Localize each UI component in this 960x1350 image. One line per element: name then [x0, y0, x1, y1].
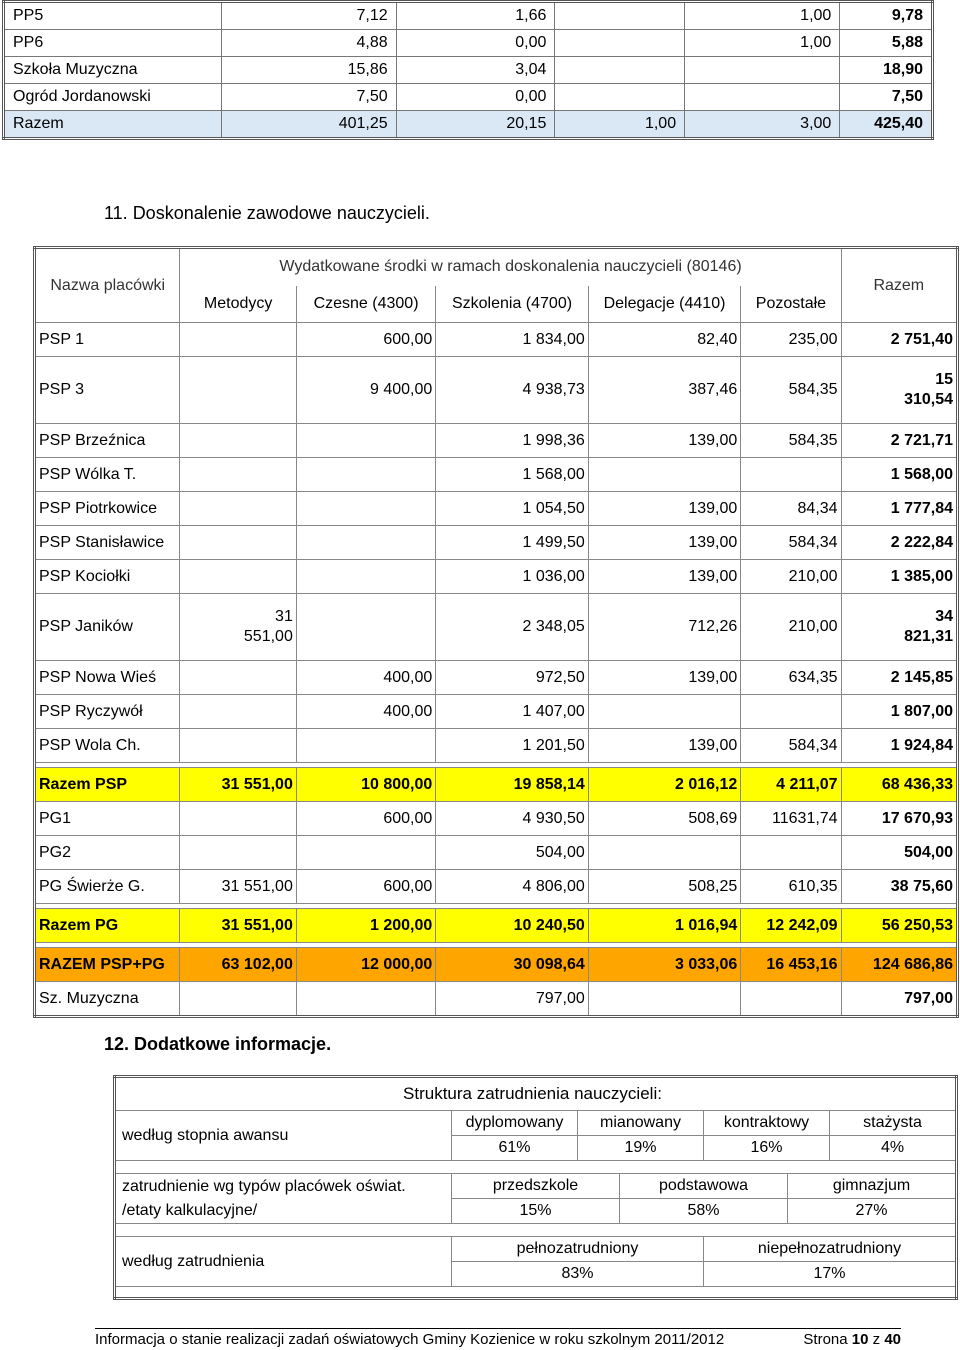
expense-value [180, 492, 296, 526]
expense-value: 797,00 [436, 982, 588, 1017]
expense-value: 19 858,14 [436, 768, 588, 802]
facility-name: PSP Kociołki [35, 560, 180, 594]
top-table-row [4, 57, 933, 84]
expense-value [180, 323, 296, 357]
page-number [803, 1331, 901, 1348]
expense-value: 584,35 [741, 357, 841, 424]
expense-value: 634,35 [741, 661, 841, 695]
top-cell-c1: 15,86 [221, 57, 396, 84]
facility-name: PSP 1 [35, 323, 180, 357]
expense-row [35, 729, 958, 763]
section-11-title: 11. Doskonalenie zawodowe nauczycieli. [104, 203, 430, 223]
expense-value: 600,00 [296, 323, 435, 357]
expense-value: 600,00 [296, 870, 435, 904]
header-col-pozostale: Pozostałe [741, 286, 841, 323]
expense-value [588, 982, 740, 1017]
header-col-metodycy: Metodycy [180, 286, 296, 323]
expense-value: 584,34 [741, 526, 841, 560]
expense-value: 400,00 [296, 661, 435, 695]
expense-value: 11631,74 [741, 802, 841, 836]
header-facility-name: Nazwa placówki [35, 248, 180, 323]
top-cell-c2: 0,00 [396, 84, 555, 111]
expense-value: 1 201,50 [436, 729, 588, 763]
expense-value: 508,69 [588, 802, 740, 836]
expense-value [180, 836, 296, 870]
expense-row [35, 492, 958, 526]
school-val-podstawowa: 58% [620, 1199, 788, 1224]
by-degree-label: według stopnia awansu [115, 1111, 452, 1161]
top-cell-c4: 1,00 [685, 2, 840, 30]
row-total: 124 686,86 [841, 948, 957, 982]
expense-row [35, 458, 958, 492]
expense-value-text: 31 551,00 [243, 608, 293, 645]
expense-value: 3 033,06 [588, 948, 740, 982]
expense-value: 4 806,00 [436, 870, 588, 904]
top-cell-name: PP6 [4, 30, 222, 57]
emp-col-full: pełnozatrudniony [452, 1237, 704, 1262]
expense-row [35, 661, 958, 695]
expense-value: 504,00 [436, 836, 588, 870]
top-cell-c1: 401,25 [221, 111, 396, 139]
expense-value [180, 594, 296, 661]
expense-value [180, 424, 296, 458]
top-table-row [4, 111, 933, 139]
expense-value: 1 407,00 [436, 695, 588, 729]
row-total: 38 75,60 [841, 870, 957, 904]
expense-value: 235,00 [741, 323, 841, 357]
facility-name: PSP Wólka T. [35, 458, 180, 492]
expense-row [35, 560, 958, 594]
emp-val-part: 17% [704, 1262, 957, 1287]
top-summary-table [2, 0, 934, 140]
expense-value [741, 836, 841, 870]
employment-structure-table [113, 1075, 958, 1300]
expense-value: 387,46 [588, 357, 740, 424]
expense-value: 600,00 [296, 802, 435, 836]
school-col-podstawowa: podstawowa [620, 1174, 788, 1199]
top-cell-c2: 20,15 [396, 111, 555, 139]
expense-value: 31 551,00 [180, 768, 296, 802]
top-cell-c1: 4,88 [221, 30, 396, 57]
header-col-czesne: Czesne (4300) [296, 286, 435, 323]
facility-name: RAZEM PSP+PG [35, 948, 180, 982]
top-cell-c3: 1,00 [555, 111, 685, 139]
expense-value: 2 016,12 [588, 768, 740, 802]
expense-value [741, 982, 841, 1017]
top-cell-c3 [555, 30, 685, 57]
expense-value: 30 098,64 [436, 948, 588, 982]
expense-value [180, 695, 296, 729]
top-cell-c3 [555, 84, 685, 111]
expense-value: 610,35 [741, 870, 841, 904]
degree-val-dyplomowany: 61% [452, 1136, 578, 1161]
facility-name: PSP Janików [35, 594, 180, 661]
expense-value [180, 729, 296, 763]
top-cell-c1: 7,12 [221, 2, 396, 30]
row-total: 17 670,93 [841, 802, 957, 836]
expense-value: 1 834,00 [436, 323, 588, 357]
expense-value [180, 560, 296, 594]
facility-name: Razem PG [35, 909, 180, 943]
expense-value: 31 551,00 [180, 870, 296, 904]
degree-col-kontraktowy: kontraktowy [704, 1111, 830, 1136]
facility-name: PG2 [35, 836, 180, 870]
expense-value: 10 800,00 [296, 768, 435, 802]
expense-value: 139,00 [588, 526, 740, 560]
facility-name: PSP Ryczywół [35, 695, 180, 729]
degree-col-mianowany: mianowany [578, 1111, 704, 1136]
emp-col-part: niepełnozatrudniony [704, 1237, 957, 1262]
footer-text: Informacja o stanie realizacji zadań oświatowych Gminy Kozienice w roku szkolnym 2011/2012 [95, 1331, 725, 1348]
row-total: 504,00 [841, 836, 957, 870]
page-prefix: Strona [803, 1331, 848, 1348]
degree-col-stazysta: stażysta [830, 1111, 957, 1136]
degree-col-dyplomowany: dyplomowany [452, 1111, 578, 1136]
section-12-title: 12. Dodatkowe informacje. [104, 1034, 332, 1054]
degree-val-stazysta: 4% [830, 1136, 957, 1161]
expense-value: 508,25 [588, 870, 740, 904]
top-table-row [4, 30, 933, 57]
school-val-przedszkole: 15% [452, 1199, 620, 1224]
school-val-gimnazjum: 27% [788, 1199, 957, 1224]
expense-row [35, 802, 958, 836]
facility-name: PSP Wola Ch. [35, 729, 180, 763]
expense-row [35, 594, 958, 661]
degree-val-mianowany: 19% [578, 1136, 704, 1161]
degree-val-kontraktowy: 16% [704, 1136, 830, 1161]
expense-value [741, 695, 841, 729]
expense-value: 12 242,09 [741, 909, 841, 943]
row-total: 797,00 [841, 982, 957, 1017]
expense-row [35, 526, 958, 560]
facility-name: PSP Stanisławice [35, 526, 180, 560]
row-total: 2 145,85 [841, 661, 957, 695]
expense-value [588, 695, 740, 729]
top-cell-c3 [555, 57, 685, 84]
page-of: z [872, 1331, 881, 1348]
facility-name: PSP Piotrkowice [35, 492, 180, 526]
expense-value [588, 458, 740, 492]
expense-value [296, 560, 435, 594]
expense-value: 139,00 [588, 492, 740, 526]
expense-value: 12 000,00 [296, 948, 435, 982]
row-total: 1 385,00 [841, 560, 957, 594]
expense-value [180, 357, 296, 424]
top-cell-c3 [555, 2, 685, 30]
expense-value [296, 526, 435, 560]
expense-row [35, 982, 958, 1017]
expense-value [588, 836, 740, 870]
page-current: 10 [851, 1331, 869, 1348]
facility-name: Razem PSP [35, 768, 180, 802]
expense-row [35, 357, 958, 424]
expense-value: 210,00 [741, 560, 841, 594]
top-cell-total: 9,78 [840, 2, 933, 30]
top-table-row [4, 84, 933, 111]
expense-value: 63 102,00 [180, 948, 296, 982]
row-total [841, 594, 957, 661]
expense-value: 9 400,00 [296, 357, 435, 424]
expense-value: 584,35 [741, 424, 841, 458]
page-footer [95, 1328, 901, 1348]
expense-value [296, 458, 435, 492]
employment-title: Struktura zatrudnienia nauczycieli: [115, 1077, 957, 1111]
expense-value [180, 661, 296, 695]
expense-value: 1 998,36 [436, 424, 588, 458]
expense-row [35, 768, 958, 802]
top-cell-total: 18,90 [840, 57, 933, 84]
expense-value: 84,34 [741, 492, 841, 526]
page-total: 40 [884, 1331, 901, 1348]
expense-value: 972,50 [436, 661, 588, 695]
top-cell-c4: 3,00 [685, 111, 840, 139]
row-total: 68 436,33 [841, 768, 957, 802]
expense-value [180, 458, 296, 492]
top-cell-name: Ogród Jordanowski [4, 84, 222, 111]
facility-name: PG1 [35, 802, 180, 836]
header-col-delegacje: Delegacje (4410) [588, 286, 740, 323]
header-group: Wydatkowane środki w ramach doskonalenia nauczycieli (80146) [180, 248, 841, 286]
expense-value: 400,00 [296, 695, 435, 729]
top-cell-c2: 3,04 [396, 57, 555, 84]
expense-value [296, 982, 435, 1017]
top-cell-c4: 1,00 [685, 30, 840, 57]
row-total: 1 924,84 [841, 729, 957, 763]
expense-value: 31 551,00 [180, 909, 296, 943]
header-col-szkolenia: Szkolenia (4700) [436, 286, 588, 323]
expense-value: 4 938,73 [436, 357, 588, 424]
expense-row [35, 323, 958, 357]
expense-row [35, 948, 958, 982]
expense-value: 4 211,07 [741, 768, 841, 802]
top-cell-c2: 1,66 [396, 2, 555, 30]
expense-value: 1 016,94 [588, 909, 740, 943]
top-cell-c4 [685, 57, 840, 84]
expense-value: 1 036,00 [436, 560, 588, 594]
expense-value [296, 729, 435, 763]
top-cell-total: 425,40 [840, 111, 933, 139]
row-total-text: 15 310,54 [904, 371, 953, 408]
expense-value: 139,00 [588, 424, 740, 458]
top-cell-name: Razem [4, 111, 222, 139]
row-total: 2 751,40 [841, 323, 957, 357]
facility-name: Sz. Muzyczna [35, 982, 180, 1017]
expense-value: 1 054,50 [436, 492, 588, 526]
expense-row [35, 695, 958, 729]
expense-value [180, 982, 296, 1017]
expense-value: 139,00 [588, 560, 740, 594]
expense-value: 139,00 [588, 661, 740, 695]
top-cell-c2: 0,00 [396, 30, 555, 57]
expense-value [296, 424, 435, 458]
expense-row [35, 424, 958, 458]
facility-name: PSP Nowa Wieś [35, 661, 180, 695]
by-school-label: zatrudnienie wg typów placówek oświat. /etaty kalkulacyjne/ [115, 1174, 452, 1224]
expense-value: 2 348,05 [436, 594, 588, 661]
facility-name: PSP Brzeźnica [35, 424, 180, 458]
expense-value [180, 526, 296, 560]
expense-value [296, 594, 435, 661]
expense-value [296, 492, 435, 526]
facility-name: PG Świerże G. [35, 870, 180, 904]
expense-value: 82,40 [588, 323, 740, 357]
expense-value: 10 240,50 [436, 909, 588, 943]
expense-value: 1 568,00 [436, 458, 588, 492]
expense-value [296, 836, 435, 870]
school-col-przedszkole: przedszkole [452, 1174, 620, 1199]
expense-value: 210,00 [741, 594, 841, 661]
top-table-row [4, 2, 933, 30]
school-col-gimnazjum: gimnazjum [788, 1174, 957, 1199]
header-total: Razem [841, 248, 957, 323]
top-cell-name: PP5 [4, 2, 222, 30]
expense-row [35, 836, 958, 870]
expense-value: 1 200,00 [296, 909, 435, 943]
emp-val-full: 83% [452, 1262, 704, 1287]
expense-value: 16 453,16 [741, 948, 841, 982]
row-total [841, 357, 957, 424]
row-total: 1 807,00 [841, 695, 957, 729]
expense-value: 712,26 [588, 594, 740, 661]
row-total: 56 250,53 [841, 909, 957, 943]
expense-value: 1 499,50 [436, 526, 588, 560]
training-expenses-table [33, 246, 959, 1018]
row-total: 1 777,84 [841, 492, 957, 526]
expense-row [35, 909, 958, 943]
row-total-text: 34 821,31 [904, 608, 953, 645]
top-cell-c4 [685, 84, 840, 111]
expense-value [741, 458, 841, 492]
top-cell-c1: 7,50 [221, 84, 396, 111]
top-cell-name: Szkoła Muzyczna [4, 57, 222, 84]
row-total: 1 568,00 [841, 458, 957, 492]
by-employment-label: według zatrudnienia [115, 1237, 452, 1287]
facility-name: PSP 3 [35, 357, 180, 424]
top-cell-total: 7,50 [840, 84, 933, 111]
expense-value: 139,00 [588, 729, 740, 763]
expense-value: 584,34 [741, 729, 841, 763]
row-total: 2 222,84 [841, 526, 957, 560]
expense-value [180, 802, 296, 836]
expense-value: 4 930,50 [436, 802, 588, 836]
expense-row [35, 870, 958, 904]
top-cell-total: 5,88 [840, 30, 933, 57]
row-total: 2 721,71 [841, 424, 957, 458]
